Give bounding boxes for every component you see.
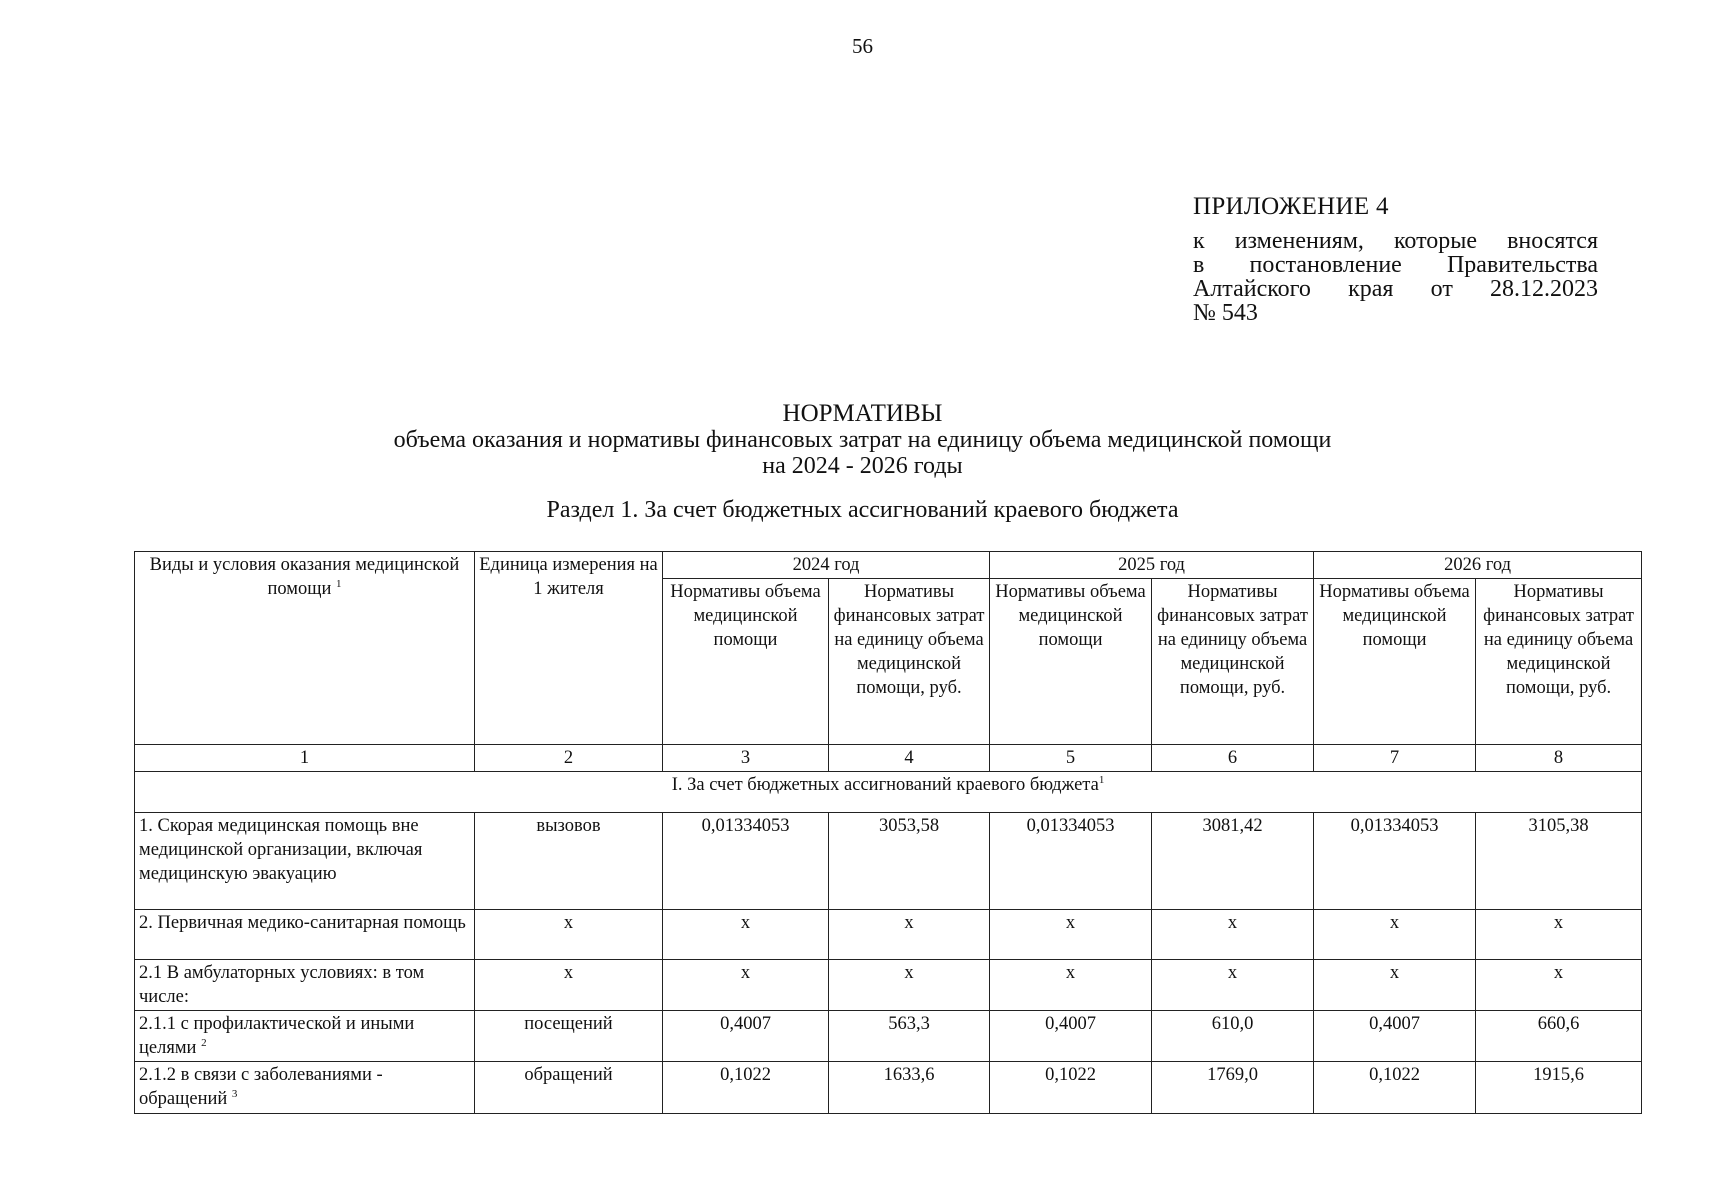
appendix-line: Алтайского края от 28.12.2023 (1193, 276, 1598, 302)
cell-value: 1633,6 (829, 1062, 990, 1114)
cell-value: 0,1022 (1314, 1062, 1476, 1114)
document-subtitle-years: на 2024 - 2026 годы (762, 453, 963, 479)
cell-value: 0,4007 (1314, 1011, 1476, 1062)
header-volume: Нормативы объема медицинской помощи (990, 579, 1152, 745)
section-title: Раздел 1. За счет бюджетных ассигнований краевого бюджета (546, 497, 1179, 523)
header-kind: Виды и условия оказания медицинской помощи $^1$ (135, 552, 475, 745)
cell-value: 0,4007 (663, 1011, 829, 1062)
row-unit: вызовов (475, 813, 663, 910)
table-row (135, 813, 1642, 910)
cell-value: х (990, 910, 1152, 960)
group-label: I. За счет бюджетных ассигнований краевого бюджета$^1$ (135, 772, 1642, 813)
column-number: 8 (1476, 745, 1642, 772)
appendix-block (1193, 193, 1598, 325)
table-row (135, 1011, 1642, 1062)
table-row (135, 910, 1642, 960)
cell-value: 3081,42 (1152, 813, 1314, 910)
cell-value: х (1476, 960, 1642, 1011)
cell-value: 3105,38 (1476, 813, 1642, 910)
cell-value: х (663, 960, 829, 1011)
column-number: 7 (1314, 745, 1476, 772)
cell-value: 0,1022 (990, 1062, 1152, 1114)
cell-value: 0,01334053 (663, 813, 829, 910)
cell-value: х (1314, 910, 1476, 960)
cell-value: 0,01334053 (990, 813, 1152, 910)
table-row (135, 960, 1642, 1011)
cell-value: 610,0 (1152, 1011, 1314, 1062)
cell-value: 563,3 (829, 1011, 990, 1062)
header-year-2024: 2024 год (663, 552, 990, 579)
column-number: 6 (1152, 745, 1314, 772)
column-number: 5 (990, 745, 1152, 772)
norms-table (134, 551, 1642, 1114)
header-cost: Нормативы финансовых затрат на единицу объема медицинской помощи, руб. (1152, 579, 1314, 745)
cell-value: 3053,58 (829, 813, 990, 910)
column-number: 4 (829, 745, 990, 772)
document-heading (0, 400, 1711, 479)
row-label: 1. Скорая медицинская помощь вне медицинской организации, включая медицинскую эвакуацию (135, 813, 475, 910)
page-number: 56 (852, 34, 873, 58)
cell-value: х (1152, 910, 1314, 960)
header-year-2026: 2026 год (1314, 552, 1642, 579)
cell-value: х (990, 960, 1152, 1011)
appendix-line: к изменениям, которые вносятся (1193, 228, 1598, 254)
header-cost: Нормативы финансовых затрат на единицу объема медицинской помощи, руб. (1476, 579, 1642, 745)
cell-value: 660,6 (1476, 1011, 1642, 1062)
appendix-title: ПРИЛОЖЕНИЕ 4 (1193, 193, 1389, 220)
cell-value: х (829, 910, 990, 960)
column-number: 3 (663, 745, 829, 772)
cell-value: 1915,6 (1476, 1062, 1642, 1114)
cell-value: х (663, 910, 829, 960)
header-volume: Нормативы объема медицинской помощи (1314, 579, 1476, 745)
row-label: 2.1 В амбулаторных условиях: в том числе: (135, 960, 475, 1011)
column-number: 1 (135, 745, 475, 772)
row-label: 2. Первичная медико-санитарная помощь (135, 910, 475, 960)
column-number-row (135, 745, 1642, 772)
cell-value: х (1314, 960, 1476, 1011)
row-unit: х (475, 910, 663, 960)
row-unit: обращений (475, 1062, 663, 1114)
column-number: 2 (475, 745, 663, 772)
row-unit: посещений (475, 1011, 663, 1062)
cell-value: х (1152, 960, 1314, 1011)
header-cost: Нормативы финансовых затрат на единицу объема медицинской помощи, руб. (829, 579, 990, 745)
header-year-2025: 2025 год (990, 552, 1314, 579)
row-label: 2.1.1 с профилактической и иными целями $^2$ (135, 1011, 475, 1062)
document-title: НОРМАТИВЫ (782, 400, 943, 427)
cell-value: х (829, 960, 990, 1011)
row-label: 2.1.2 в связи с заболеваниями - обращений $^3$ (135, 1062, 475, 1114)
cell-value: 1769,0 (1152, 1062, 1314, 1114)
appendix-line: № 543 (1193, 300, 1258, 326)
group-row (135, 772, 1642, 813)
cell-value: 0,1022 (663, 1062, 829, 1114)
row-unit: х (475, 960, 663, 1011)
cell-value: 0,01334053 (1314, 813, 1476, 910)
table-row (135, 1062, 1642, 1114)
header-unit: Единица измерения на 1 жителя (475, 552, 663, 745)
cell-value: 0,4007 (990, 1011, 1152, 1062)
document-subtitle: объема оказания и нормативы финансовых затрат на единицу объема медицинской помощи (393, 427, 1332, 453)
cell-value: х (1476, 910, 1642, 960)
appendix-line: в постановление Правительства (1193, 252, 1598, 278)
header-volume: Нормативы объема медицинской помощи (663, 579, 829, 745)
